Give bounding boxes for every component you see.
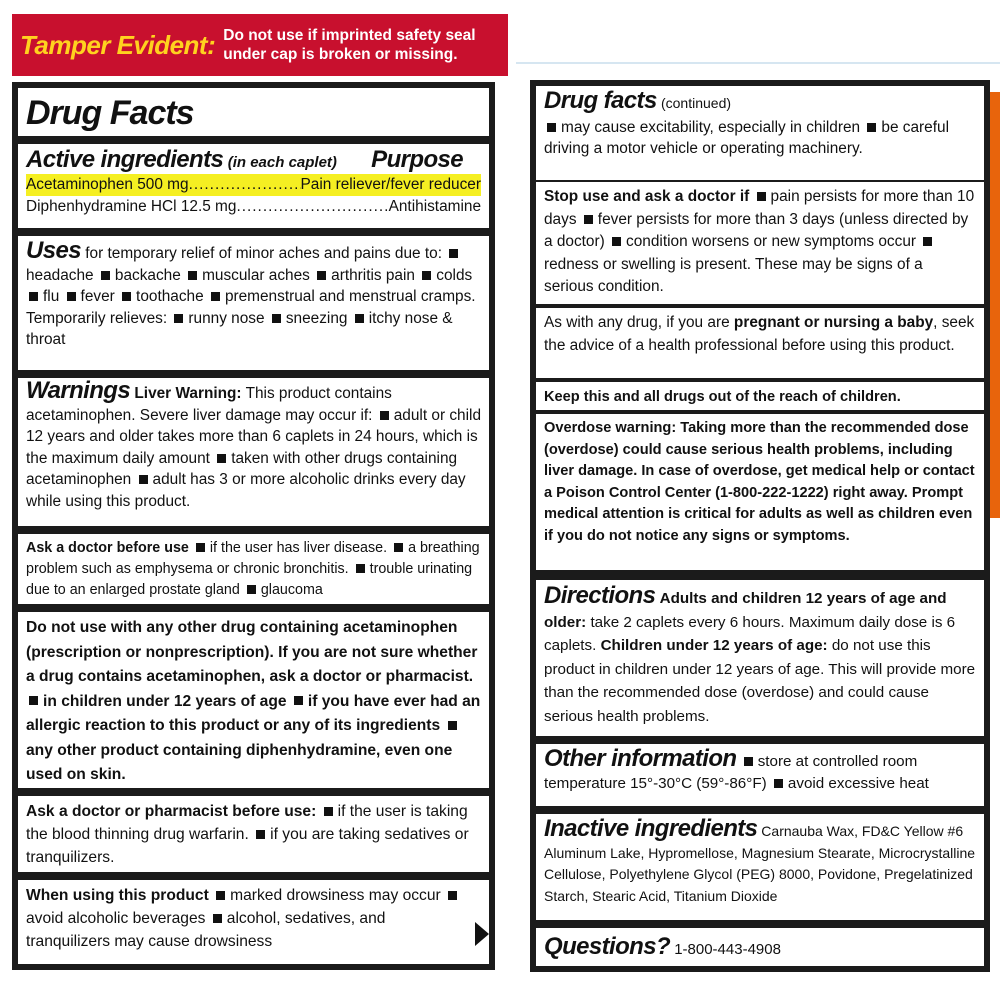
uses-section: Uses for temporary relief of minor aches and pains due to: headache backache muscular aches arthritis pain colds flu fever toothache premenstrual and menstrual cramps. Temporarily relieves: runny nose sneezing itchy nose & throat: [18, 236, 489, 370]
bullet-square-icon: [448, 891, 457, 900]
bullet-square-icon: [217, 454, 226, 463]
drug-facts-continued-title: Drug facts: [544, 87, 657, 114]
ingredient-row: Diphenhydramine HCl 12.5 mg ..... Antihistamine: [26, 196, 481, 218]
active-ingredients-section: [18, 144, 489, 228]
bullet-square-icon: [196, 543, 205, 552]
questions-phone: 1-800-443-4908: [674, 941, 781, 958]
bullet-square-icon: [216, 891, 225, 900]
continued-section: Drug facts (continued) may cause excitability, especially in children be careful driving a motor vehicle or operating machinery.: [536, 86, 984, 204]
package-edge: [990, 92, 1000, 518]
bullet-square-icon: [449, 249, 458, 258]
directions-heading: Directions: [544, 582, 656, 609]
bullet-square-icon: [422, 271, 431, 280]
bullet-square-icon: [272, 314, 281, 323]
bullet-square-icon: [584, 215, 593, 224]
tamper-evident-banner: [12, 14, 508, 76]
bullet-square-icon: [317, 271, 326, 280]
when-using-section: When using this product marked drowsiness may occur avoid alcoholic beverages alcohol, sedatives, and tranquilizers may cause drowsiness: [18, 880, 489, 964]
inactive-ingredients-section: Inactive ingredients Carnauba Wax, FD&C Yellow #6 Aluminum Lake, Hypromellose, Magnesium Stearate, Microcrystalline Cellulose, Polyethylene Glycol (PEG) 8000, Povidone, Pregelatinized Starch, Stearic Acid, Titanium Dioxide: [536, 814, 984, 920]
bullet-square-icon: [67, 292, 76, 301]
bullet-square-icon: [774, 779, 783, 788]
bullet-square-icon: [247, 585, 256, 594]
uses-heading: Uses: [26, 237, 81, 264]
drug-facts-panel-left: [12, 82, 495, 970]
bullet-square-icon: [29, 696, 38, 705]
bullet-square-icon: [213, 914, 222, 923]
bullet-square-icon: [188, 271, 197, 280]
ingredient-row: Acetaminophen 500 mg ..... Pain reliever/fever reducer: [26, 174, 481, 196]
continue-arrow-icon: [475, 922, 489, 946]
tamper-title: Tamper Evident:: [20, 29, 216, 60]
drug-facts-title: Drug Facts: [26, 94, 194, 132]
bullet-square-icon: [923, 237, 932, 246]
tamper-text: Do not use if imprinted safety seal under cap is broken or missing.: [223, 27, 476, 63]
do-not-use-section: Do not use with any other drug containing acetaminophen (prescription or nonprescription). If you are not sure whether a drug contains acetaminophen, ask a doctor or pharmacist. in children under 12 years of age if you have ever had an allergic reaction to this product or any of its ingredients any other product containing diphenhydramine, even one used on skin.: [18, 612, 489, 788]
bullet-square-icon: [744, 757, 753, 766]
active-ingredients-heading: Active ingredients: [26, 146, 224, 173]
inactive-ingredients-heading: Inactive ingredients: [544, 815, 758, 842]
questions-section: [536, 928, 984, 966]
purpose-heading: Purpose: [371, 146, 463, 173]
bullet-square-icon: [448, 721, 457, 730]
keep-out-of-reach-section: Keep this and all drugs out of the reach of children.: [536, 380, 984, 410]
bullet-square-icon: [294, 696, 303, 705]
bullet-square-icon: [547, 123, 556, 132]
other-information-heading: Other information: [544, 745, 737, 772]
drug-facts-title-box: [18, 88, 489, 136]
pregnancy-section: As with any drug, if you are pregnant or nursing a baby, seek the advice of a health professional before using this product.: [536, 306, 984, 378]
directions-section: Directions Adults and children 12 years of age and older: take 2 caplets every 6 hours. Maximum daily dose is 6 caplets. Children under 12 years of age: do not use this product in children under 12 years of age. This will provide more than the recommended dose (overdose) and could cause serious health problems.: [536, 580, 984, 736]
bullet-square-icon: [122, 292, 131, 301]
questions-heading: Questions?: [544, 933, 671, 960]
bullet-square-icon: [139, 475, 148, 484]
bullet-square-icon: [355, 314, 364, 323]
warnings-heading: Warnings: [26, 378, 131, 404]
bullet-square-icon: [174, 314, 183, 323]
bullet-square-icon: [324, 807, 333, 816]
warnings-liver-section: Warnings Liver Warning: This product contains acetaminophen. Severe liver damage may occur if: adult or child 12 years and older takes more than 6 caplets in 24 hours, which is the maximum daily amount taken with other drugs containing acetaminophen adult has 3 or more alcoholic drinks every day while using this product.: [18, 378, 489, 526]
bullet-square-icon: [256, 830, 265, 839]
bullet-square-icon: [101, 271, 110, 280]
bullet-square-icon: [757, 192, 766, 201]
ask-pharmacist-section: Ask a doctor or pharmacist before use: if the user is taking the blood thinning drug warfarin. if you are taking sedatives or tranquilizers.: [18, 796, 489, 872]
bullet-square-icon: [867, 123, 876, 132]
drug-facts-panel-right: [530, 80, 990, 972]
bullet-square-icon: [356, 564, 365, 573]
bullet-square-icon: [29, 292, 38, 301]
ask-doctor-section: Ask a doctor before use if the user has liver disease. a breathing problem such as emphysema or chronic bronchitis. trouble urinating due to an enlarged prostate gland glaucoma: [18, 534, 489, 604]
bullet-square-icon: [380, 411, 389, 420]
other-information-section: Other information store at controlled room temperature 15°-30°C (59°-86°F) avoid excessive heat: [536, 744, 984, 806]
stop-use-section: Stop use and ask a doctor if pain persists for more than 10 days fever persists for more than 3 days (unless directed by a doctor) condition worsens or new symptoms occur redness or swelling is present. These may be signs of a serious condition.: [536, 180, 984, 304]
active-ingredients-sub: (in each caplet): [227, 154, 337, 171]
bullet-square-icon: [612, 237, 621, 246]
bullet-square-icon: [211, 292, 220, 301]
bullet-square-icon: [394, 543, 403, 552]
divider-line: [516, 62, 1000, 64]
overdose-warning-section: Overdose warning: Taking more than the recommended dose (overdose) could cause serious health problems, including liver damage. In case of overdose, get medical help or contact a Poison Control Center (1-800-222-1222) right away. Prompt medical attention is critical for adults as well as children even if you do not notice any signs or symptoms.: [536, 412, 984, 570]
